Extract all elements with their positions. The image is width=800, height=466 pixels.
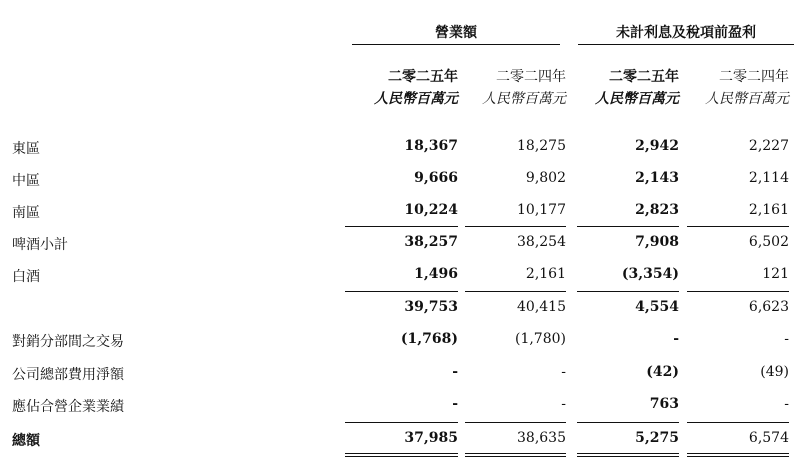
total-rule-top (345, 422, 458, 423)
subtotal-rule (465, 291, 566, 292)
subtotal-rule (345, 226, 458, 227)
subtotal-rule (577, 226, 679, 227)
cell-ebit-2025: 763 (649, 396, 679, 412)
total-double-rule (687, 456, 789, 457)
col1-unit: 人民幣百萬元 (374, 91, 458, 107)
total-double-rule (687, 453, 789, 454)
cell-ebit-2025: 2,942 (635, 138, 679, 154)
cell-revenue-2025: 1,496 (414, 266, 458, 282)
cell-revenue-2024: 38,635 (517, 430, 566, 446)
ebit-header-rule (578, 44, 794, 45)
table-row (0, 299, 800, 321)
cell-ebit-2024: 6,623 (748, 299, 789, 315)
total-double-rule (577, 453, 679, 454)
cell-ebit-2024: 6,574 (748, 430, 789, 446)
cell-ebit-2024: 6,502 (748, 234, 789, 250)
row-label: 啤酒小計 (12, 237, 68, 253)
row-label: 東區 (12, 141, 40, 157)
col4-unit: 人民幣百萬元 (705, 91, 789, 107)
cell-revenue-2025: - (452, 396, 458, 412)
cell-revenue-2024: 18,275 (517, 138, 566, 154)
cell-ebit-2025: 5,275 (635, 430, 679, 446)
table-row (0, 202, 800, 224)
col2-year: 二零二四年 (496, 69, 566, 85)
row-label: 總額 (12, 433, 40, 449)
cell-ebit-2024: 121 (762, 266, 789, 282)
cell-ebit-2025: 7,908 (635, 234, 679, 250)
cell-revenue-2024: 2,161 (525, 266, 566, 282)
total-rule-top (687, 422, 789, 423)
cell-ebit-2024: 2,227 (748, 138, 789, 154)
cell-revenue-2025: 18,367 (404, 138, 458, 154)
ebit-group-header: 未計利息及稅項前盈利 (616, 25, 756, 41)
cell-revenue-2024: 38,254 (517, 234, 566, 250)
cell-revenue-2025: 10,224 (404, 202, 458, 218)
cell-ebit-2024: - (784, 331, 789, 347)
cell-revenue-2025: (1,768) (400, 331, 458, 347)
cell-ebit-2024: (49) (760, 364, 789, 380)
row-label: 公司總部費用淨額 (12, 367, 124, 383)
total-double-rule (345, 456, 458, 457)
subtotal-rule (687, 291, 789, 292)
row-label: 應佔合營企業業績 (12, 399, 124, 415)
col1-year: 二零二五年 (388, 69, 458, 85)
cell-revenue-2025: 9,666 (414, 170, 458, 186)
cell-revenue-2024: - (561, 396, 566, 412)
cell-ebit-2025: (42) (646, 364, 679, 380)
cell-revenue-2025: - (452, 364, 458, 380)
table-row (0, 364, 800, 386)
col4-year: 二零二四年 (719, 69, 789, 85)
total-rule-top (577, 422, 679, 423)
revenue-header-rule (352, 44, 560, 45)
cell-ebit-2025: (3,354) (621, 266, 679, 282)
cell-ebit-2024: - (784, 396, 789, 412)
total-rule-top (465, 422, 566, 423)
subtotal-rule (345, 291, 458, 292)
cell-revenue-2024: 10,177 (517, 202, 566, 218)
total-double-rule (465, 453, 566, 454)
table-row (0, 396, 800, 418)
total-double-rule (345, 453, 458, 454)
subtotal-rule (465, 226, 566, 227)
cell-ebit-2025: 2,823 (635, 202, 679, 218)
table-row (0, 138, 800, 160)
cell-revenue-2024: 9,802 (525, 170, 566, 186)
cell-ebit-2025: 4,554 (635, 299, 679, 315)
table-row-total (0, 430, 800, 452)
revenue-group-header: 營業額 (435, 25, 477, 41)
cell-ebit-2024: 2,114 (748, 170, 789, 186)
subtotal-rule (687, 226, 789, 227)
cell-ebit-2025: 2,143 (635, 170, 679, 186)
total-double-rule (577, 456, 679, 457)
cell-revenue-2025: 39,753 (404, 299, 458, 315)
table-row (0, 331, 800, 353)
total-double-rule (465, 456, 566, 457)
cell-revenue-2024: - (561, 364, 566, 380)
table-row (0, 234, 800, 256)
table-row (0, 266, 800, 288)
cell-revenue-2025: 38,257 (404, 234, 458, 250)
subtotal-rule (577, 291, 679, 292)
row-label: 中區 (12, 173, 40, 189)
col2-unit: 人民幣百萬元 (482, 91, 566, 107)
cell-revenue-2024: (1,780) (514, 331, 566, 347)
cell-revenue-2024: 40,415 (517, 299, 566, 315)
cell-revenue-2025: 37,985 (404, 430, 458, 446)
row-label: 對銷分部間之交易 (12, 334, 124, 350)
cell-ebit-2024: 2,161 (748, 202, 789, 218)
col3-unit: 人民幣百萬元 (595, 91, 679, 107)
row-label: 南區 (12, 205, 40, 221)
row-label: 白酒 (12, 269, 40, 285)
table-row (0, 170, 800, 192)
cell-ebit-2025: - (673, 331, 679, 347)
col3-year: 二零二五年 (609, 69, 679, 85)
